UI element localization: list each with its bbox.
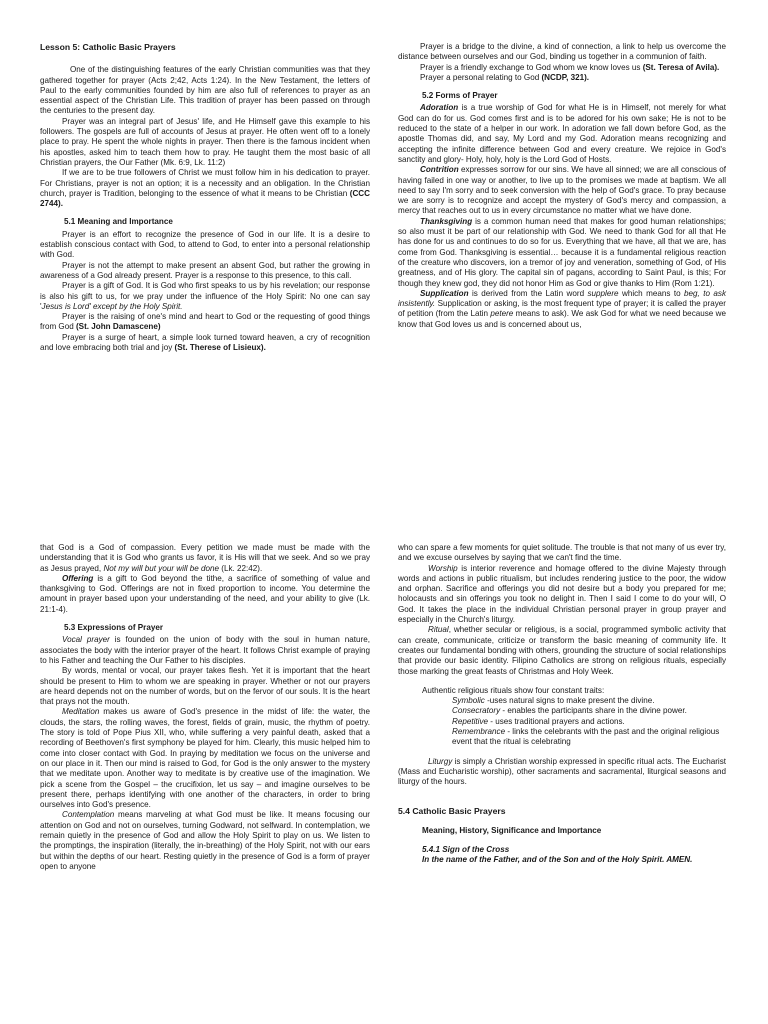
- meaning-paragraph-3: Prayer is a gift of God. It is God who first speaks to us by his revelation; our response is also his gift to us, for we pray under the influence of the Holy Spirit: No one can say 'Jesus is Lord' except by the Holy Spirit.: [40, 281, 370, 311]
- ritual-traits-list: [422, 686, 726, 748]
- contrition-paragraph: Contrition expresses sorrow for our sins. We have all sinned; we are all conscious of having failed in one way or another, to live up to the promises we made at baptism. We all need to say I'm sorry and to seek conversion with the help of God's grace. To pray because we are sorry is to recognize and accept the mystery of God's mercy and compassion, a mercy that reaches out to us in every circumstance no matter what we have done.: [398, 165, 726, 216]
- worship-paragraph: Worship is interior reverence and homage offered to the divine Majesty through words and actions in public ritualism, but includes rendering justice to the poor, the widow and orphan. Sacrifice and offerings you did not desire but a body you prepared for me; holocausts and sin offerings you took no delight in. Then I said I come to do your will, O God. It takes the place in the individual Christian personal prayer in group prayer and especially in the Church's liturgy.: [398, 563, 726, 625]
- trait-symbolic: Symbolic -uses natural signs to make present the divine.: [452, 696, 655, 706]
- meaning-paragraph-5: Prayer is a surge of heart, a simple look turned toward heaven, a cry of recognition and love embracing both trial and joy (St. Therese of Lisieux).: [40, 332, 370, 353]
- liturgy-paragraph: Liturgy is simply a Christian worship expressed in specific ritual acts. The Eucharist (Mass and Eucharistic worship), other sacraments and sacramental, liturgical seasons and liturgy of the hours.: [398, 756, 726, 787]
- vocal-prayer-paragraph: Vocal prayer is founded on the union of body with the soul in human nature, associates the body with the interior prayer of the heart. It follows Christ example of praying to his Father and teaching the Our Father to his disciples.: [40, 635, 370, 665]
- section-5-1-heading: 5.1 Meaning and Importance: [64, 217, 173, 227]
- meaning-paragraph-4: Prayer is the raising of one's mind and heart to God or the requesting of good things from God (St. John Damascene): [40, 312, 370, 332]
- petition-continuation: that God is a God of compassion. Every petition we made must be made with the understanding that it is God who grants us favor, it is His will that we seek. And so we pray as Jesus prayed, Not my will but your will be done (Lk. 22:42).: [40, 543, 370, 573]
- meaning-paragraph-2: Prayer is not the attempt to make present an absent God, but rather the growing in awareness of a God already present. Prayer is a response to this presence, to this call.: [40, 260, 370, 280]
- intro-paragraph-1: One of the distinguishing features of the early Christian communities was that they gathered together for prayer (Acts 2;42, Acts 1:24). In the New Testament, the letters of Paul to the early communities founded by him are also full of references to prayer as an essential aspect of the Christian Life. This tradition of prayer has been passed on through the centuries to the present day.: [40, 65, 370, 116]
- bridge-paragraph: Prayer is a bridge to the divine, a kind of connection, a link to help us overcome the distance between ourselves and our God, binding us together in a communion of faith.: [398, 42, 726, 62]
- bottom-left-column: [40, 543, 370, 872]
- traits-intro: Authentic religious rituals show four constant traits:: [422, 685, 605, 695]
- spacer: [398, 788, 726, 797]
- top-left-column: [40, 42, 370, 353]
- section-5-3-heading: 5.3 Expressions of Prayer: [64, 623, 163, 633]
- contemplation-paragraph: Contemplation means marveling at what God must be like. It means focusing our attention on God and not on ourselves, turning Godward, not selfward. In contemplation, we remain quietly in the presence of God and allow the Holy Spirit to play on us. We listen to the promptings, the inspiration (literally, the in-breathing) of the Holy Spirit, not with our ears but within the depths of our heart. Resting quietly in the presence of God is a form of prayer open to anyone: [40, 810, 370, 871]
- friendly-exchange-paragraph: Prayer is a friendly exchange to God whom we know loves us (St. Teresa of Avila).: [420, 62, 720, 72]
- section-5-4-heading: 5.4 Catholic Basic Prayers: [398, 805, 506, 816]
- spacer: [398, 836, 726, 845]
- section-5-4-subtitle: Meaning, History, Significance and Importance: [422, 825, 602, 835]
- sign-of-the-cross-text: In the name of the Father, and of the Son and of the Holy Spirit. AMEN.: [422, 855, 693, 865]
- solitude-continuation: who can spare a few moments for quiet solitude. The trouble is that not many of us ever try, and we excuse ourselves by saying that we can't find the time.: [398, 543, 726, 563]
- spacer: [398, 748, 726, 757]
- trait-consecratory: Consecratory - enables the participants share in the divine power.: [452, 706, 687, 716]
- meditation-paragraph: Meditation makes us aware of God's presence in the midst of life: the water, the clouds, the stars, the rolling waves, the forest, fields of grain, music, the rhythm of poetry. The story is told of Pope Pius XII, who, while suffering a very painful death, asked that a recording of Beethoven's first symphony be played for him. Clearly, this music helped him to come into closer contact with God. In praying by meditation we focus on the universe and on our place in it. Then our mind is raised to God, for God is the only answer to the mystery that we meditate upon. Another way to meditate is by creative use of the imagination. We pick a scene from the Gospel – the crucifixion, let us say – and imagine ourselves to be present there, perhaps identifying with one another of the characters, in order to bring ourselves into God's presence.: [40, 707, 370, 810]
- trait-remembrance: Remembrance - links the celebrants with the past and the original religious event that the ritual is celebrating: [452, 727, 720, 747]
- offering-paragraph: Offering is a gift to God beyond the tithe, a sacrifice of something of value and thanksgiving to God. Offerings are not in fixed proportion to income. You determine the amount in prayer based upon your understanding of the need, and your ability to give (Lk. 21:1-4).: [40, 573, 370, 614]
- thanksgiving-paragraph: Thanksgiving is a common human need that makes for good human relationships; so also must it be part of our relationship with God. We need to thank God for all that He has done for us and continues to do so for us. Everything that we have, all that we are, has come from God. Thanksgiving is essential… because it is a fundamental religious reaction of the creature who discovers, ion a tremor of joy and veneration, something of God, of His greatness, and of His glory. The capital sin of pagans, according to Saint Paul, is this; For though they knew god, they did not honor Him as God or give thanks to Him (Rom 1:21).: [398, 216, 726, 288]
- spacer: [398, 677, 726, 686]
- meaning-paragraph-1: Prayer is an effort to recognize the presence of God in our life. It is a desire to establish conscious contact with God, to attend to God, to enter into a personal relationship with God.: [40, 229, 370, 260]
- ccc-reference: (CCC 2744).: [40, 188, 370, 209]
- intro-paragraph-2: Prayer was an integral part of Jesus' life, and He Himself gave this example to his followers. The gospels are full of accounts of Jesus at prayer. He often went off to a lonely place to pray. He spent the whole nights in prayer. Then there is the famous incident when his apostles, asked him to teach them how to pray. He taught them the most basic of all Christian prayers, the Our Father (Mk. 6:9, Lk. 11:2): [40, 116, 370, 167]
- adoration-paragraph: Adoration is a true worship of God for what He is in Himself, not merely for what God can do for us. God comes first and is to be adored for his own sake; He is not to be reduced to the state of a helper in our work. In adoration we fall down before God, as the apostle Thomas did, and say, My Lord and my God. Adoration means recognizing and accepting the infinite difference between God and every creature. We rejoice in God's sanctity and glory- Holy, holy, holy is the Lord God of Hosts.: [398, 103, 726, 164]
- ritual-paragraph: Ritual, whether secular or religious, is a social, programmed symbolic activity that can create, communicate, criticize or transform the basic meaning of community life. It creates our fundamental bonding with others, grounding the structure of social relationships that provide our basic identity. Filipino Catholics are strong on religious rituals, especially those marking the great feasts of Christmas and Holy Week.: [398, 625, 726, 676]
- spacer: [398, 797, 726, 806]
- words-paragraph: By words, mental or vocal, our prayer takes flesh. Yet it is important that the heart should be present to Him to whom we are speaking in prayer. Whether or not our prayers are heard depends not on the number of words, but on the fervor of our souls. It is the heart that prays not the mouth.: [40, 666, 370, 707]
- personal-relating-paragraph: Prayer a personal relating to God (NCDP, 321).: [420, 72, 590, 82]
- section-5-2-heading: 5.2 Forms of Prayer: [422, 91, 498, 101]
- section-5-4-1-heading: 5.4.1 Sign of the Cross: [422, 845, 510, 855]
- bottom-page: [0, 512, 768, 1024]
- supplication-paragraph: Supplication is derived from the Latin word supplere which means to beg, to ask insistently. Supplication or asking, is the most frequent type of prayer; it is called the prayer of petition (from the Latin petere means to ask). We ask God for what we need because we know that God loves us and is concerned about us,: [398, 288, 726, 329]
- bottom-right-column: [398, 543, 726, 866]
- lesson-title: Lesson 5: Catholic Basic Prayers: [40, 42, 176, 52]
- top-right-column: [398, 42, 726, 330]
- trait-repetitive: Repetitive - uses traditional prayers and actions.: [452, 716, 625, 726]
- intro-paragraph-3: If we are to be true followers of Christ we must follow him in his dedication to prayer. For Christians, prayer is not an option; it is a necessity and an obligation. In the Christian church, prayer is Tradition, belonging to the essence of what it means to be Christian (CCC 2744).: [40, 168, 370, 209]
